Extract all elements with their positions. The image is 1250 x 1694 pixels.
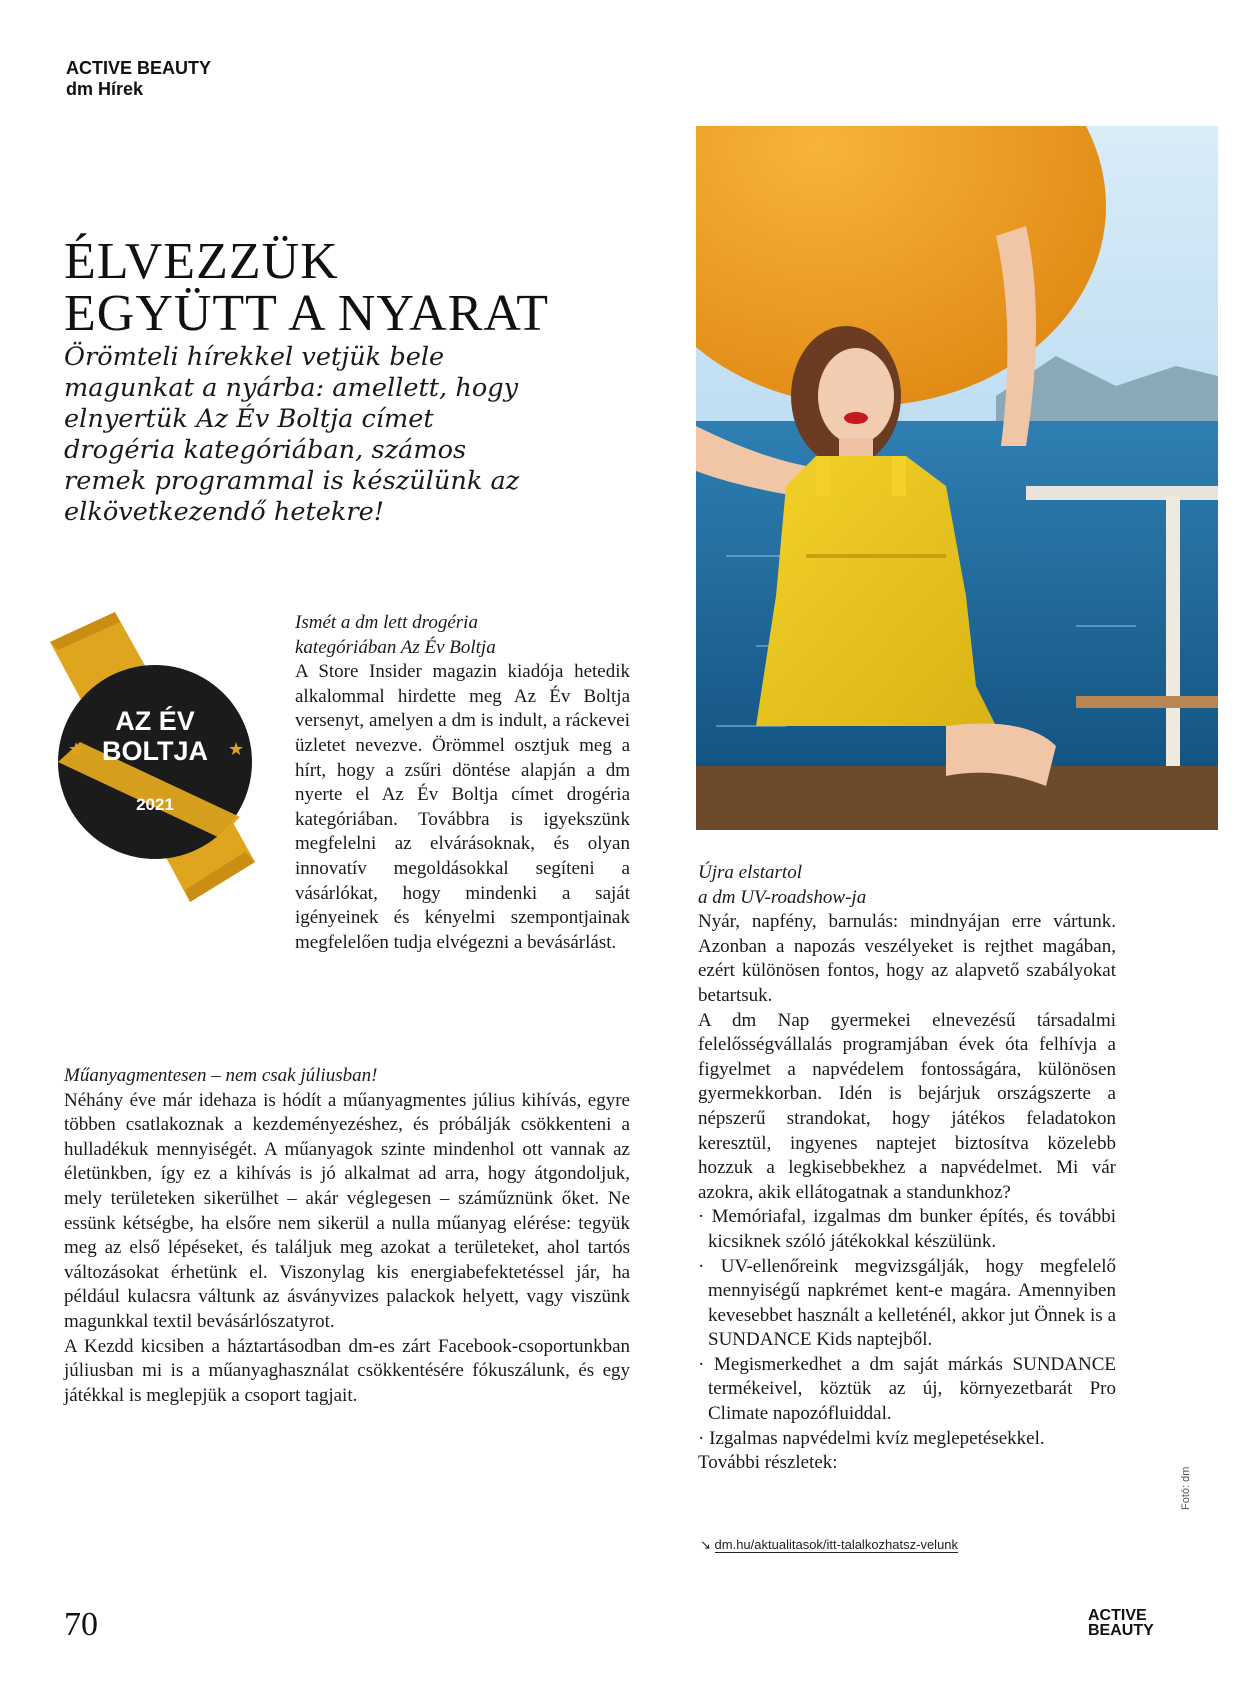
award-badge-icon [40, 612, 270, 902]
woman-with-umbrella-image [696, 126, 1218, 830]
star-icon: ★ [68, 739, 85, 759]
details-link-text[interactable]: dm.hu/aktualitasok/itt-talalkozhatsz-velunk [714, 1537, 959, 1552]
store-article [295, 611, 630, 955]
uv-bullet-3: · Megismerkedhet a dm saját márkás SUNDANCE termékeivel, köztük az új, környezetbarát Pro Climate napozófluiddal. [698, 1353, 1116, 1425]
lead-paragraph: Örömteli hírekkel vetjük bele magunkat a nyárba: amellett, hogy elnyertük Az Év Boltja címet drogéria kategóriában, számos remek programmal is készülünk az elkövetkezendő hetekre! [64, 342, 520, 527]
footer-logo-line-1: ACTIVE [1088, 1607, 1147, 1624]
photo-credit: Fotó: dm [1180, 1466, 1192, 1510]
title-line-1: ÉLVEZZÜK [64, 233, 339, 290]
section-name: dm Hírek [66, 79, 144, 99]
footer-logo [1088, 1608, 1154, 1638]
uv-bullet-4: · Izgalmas napvédelmi kvíz meglepetésekkel. [698, 1427, 1045, 1449]
plastic-body-2: A Kezdd kicsiben a háztartásodban dm-es zárt Facebook-csoportunkban júliusban mi is a műanyaghasználat csökkentésére fókuszálunk, és egy játékkal is meglepjük a csoport tagjait. [64, 1335, 630, 1406]
plastic-subhead: Műanyagmentesen – nem csak júliusban! [64, 1065, 378, 1086]
badge-year: 2021 [136, 795, 174, 814]
more-details-label: További részletek: [698, 1452, 838, 1474]
details-link[interactable] [700, 1537, 958, 1553]
magazine-name: ACTIVE BEAUTY [66, 58, 212, 78]
footer-logo-line-2: BEAUTY [1088, 1622, 1154, 1639]
arrow-icon: ↘ [700, 1537, 711, 1552]
page-title [64, 233, 584, 342]
uv-body-2: A dm Nap gyermekei elnevezésű társadalmi felelősségvállalás programjában évek óta felhívja a figyelmet a napvédelem fontosságára, különösen gyermekkorban. Idén is bejárjuk országszerte a népszerű strandokat, hogy játékos feladatokon keresztül, ingyenes naptejet biztosítva közelebb hozzuk a legkisebbekhez a napvédelmet. Mi vár azokra, akik ellátogatnak a standunkhoz? [698, 1009, 1116, 1203]
summer-photo [696, 126, 1218, 830]
uv-article [698, 861, 1116, 1476]
plastic-body-1: Néhány éve már idehaza is hódít a műanyagmentes július kihívás, egyre többen csatlakoznak a kezdeményezéshez, és próbálják csökkenteni a hulladékuk mennyiségét. A műanyagok szinte mindenhol ott vannak az életünkben, így ez a kihívás is jó alkalmat ad arra, hogy átgondoljuk, mely területeken sikerülhet – akár véglegesen – száműznünk őket. Ne essünk kétségbe, ha elsőre nem sikerül a nulla műanyag elérése: tegyük meg az első lépéseket, és találjuk meg azokat a területeket, ahol tartós változásokat érhetünk el. Viszonylag kis energiabefektetéssel jár, ha például kulacsra váltunk az ásványvizes palackok helyett, vagy viszünk magunkkal textil bevásárlószatyrot. [64, 1089, 630, 1332]
uv-bullet-1: · Memóriafal, izgalmas dm bunker építés, és további kicsiknek szóló játékokkal készülünk. [698, 1206, 1116, 1252]
plastic-article [64, 1064, 630, 1408]
uv-subhead-line-1: Újra elstartol [698, 862, 802, 883]
title-line-2: EGYÜTT A NYARAT [64, 285, 549, 342]
store-subhead-line-2: kategóriában Az Év Boltja [295, 636, 496, 658]
uv-subhead-line-2: a dm UV-roadshow-ja [698, 886, 867, 908]
star-icon: ★ [228, 739, 245, 759]
badge-line-2: BOLTJA [102, 736, 208, 766]
badge-line-1: AZ ÉV [115, 706, 195, 736]
section-header [66, 58, 211, 100]
store-subhead-line-1: Ismét a dm lett drogéria [295, 612, 478, 633]
uv-bullet-2: · UV-ellenőreink megvizsgálják, hogy megfelelő mennyiségű napkrémet kent-e magára. Amennyiben kevesebbet használt a kelleténél, akkor jut Önnek is a SUNDANCE Kids naptejből. [698, 1255, 1116, 1351]
uv-body-1: Nyár, napfény, barnulás: mindnyájan erre vártunk. Azonban a napozás veszélyeket is rejthet magában, ezért különösen fontos, hogy az alapvető szabályokat betartsuk. [698, 911, 1116, 1006]
page-number: 70 [64, 1606, 98, 1643]
store-body: A Store Insider magazin kiadója hetedik alkalommal hirdette meg Az Év Boltja versenyt, amelyen a dm is indult, a ráckevei üzletet nevezve. Örömmel osztjuk meg a hírt, hogy a zsűri döntése alapján a dm nyerte el Az Év Boltja címet drogéria kategóriában. Továbbra is igyekszünk megfelelni az elvárásoknak, és olyan innovatív megoldásokkal segíteni a vásárlókat, hogy mindenki a saját igényeinek és kényelmi szempontjainak megfelelően tudja elvégezni a bevásárlást. [295, 661, 630, 953]
